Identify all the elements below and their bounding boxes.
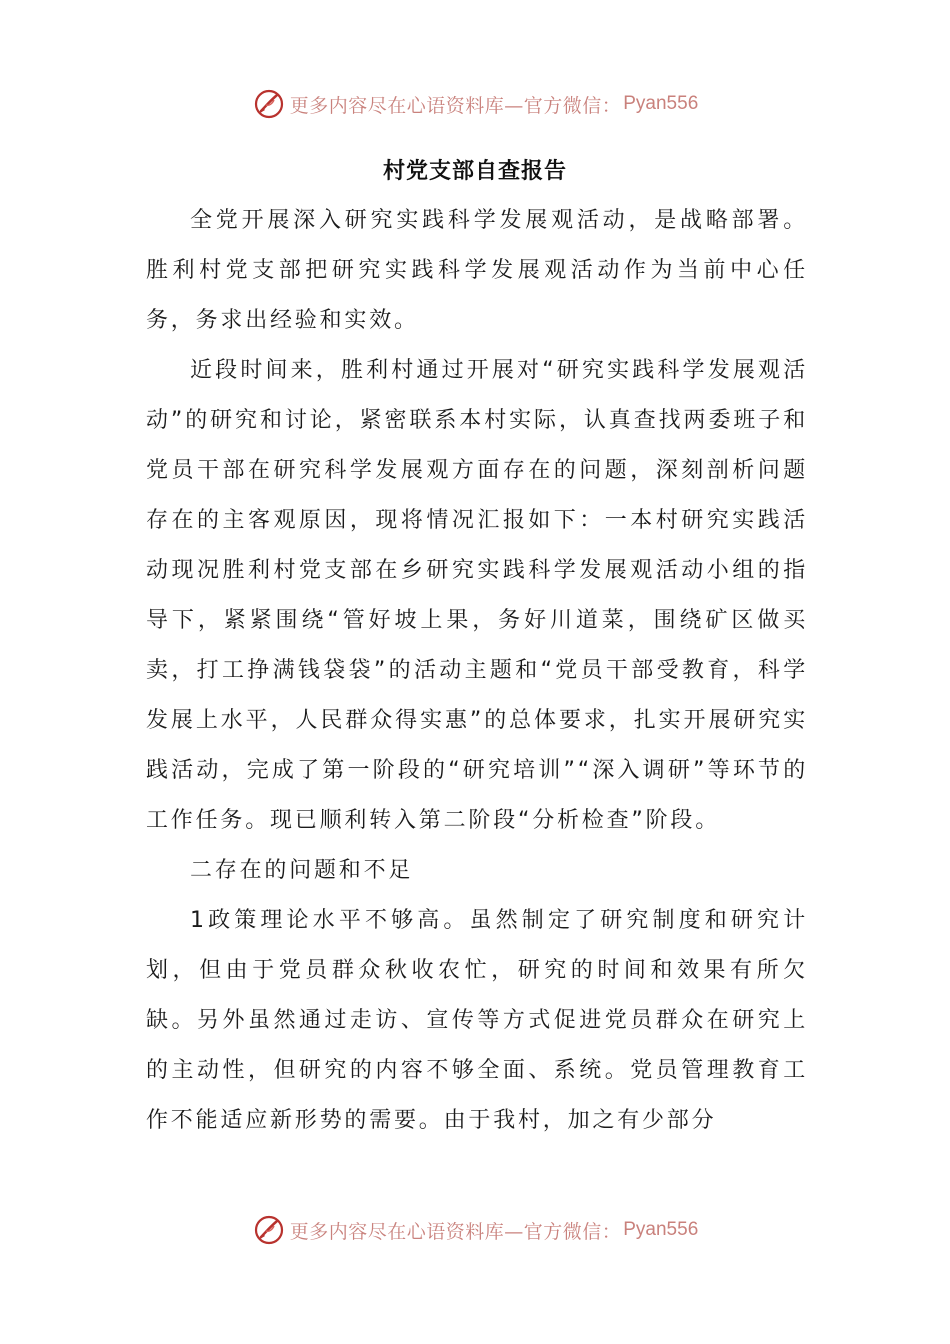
watermark-wechat-id: Pyan556 <box>623 1219 699 1240</box>
paragraph: 1政策理论水平不够高。虽然制定了研究制度和研究计划，但由于党员群众秋收农忙，研究的时间和效果有所欠缺。另外虽然通过走访、宣传等方式促进党员群众在研究上的主动性，但研究的内容不够全面、系统。党员管理教育工作不能适应新形势的需要。由于我村，加之有少部分 <box>146 908 808 1133</box>
header-watermark <box>0 86 950 122</box>
section-heading: 二存在的问题和不足 <box>190 858 414 883</box>
footer-watermark <box>0 1212 950 1248</box>
document-title: 村党支部自查报告 <box>382 158 567 184</box>
pen-circle-logo-icon <box>252 1213 286 1247</box>
document-body <box>146 196 808 1146</box>
paragraph: 近段时间来，胜利村通过开展对“研究实践科学发展观活动”的研究和讨论，紧密联系本村实际，认真查找两委班子和党员干部在研究科学发展观方面存在的问题，深刻剖析问题存在的主客观原因，现将情况汇报如下：一本村研究实践活动现况胜利村党支部在乡研究实践科学发展观活动小组的指导下，紧紧围绕“管好坡上果，务好川道菜，围绕矿区做买卖，打工挣满钱袋袋”的活动主题和“党员干部受教育，科学发展上水平，人民群众得实惠”的总体要求，扎实开展研究实践活动，完成了第一阶段的“研究培训”“深入调研”等环节的工作任务。现已顺利转入第二阶段“分析检查”阶段。 <box>146 358 808 833</box>
paragraph: 全党开展深入研究实践科学发展观活动，是战略部署。胜利村党支部把研究实践科学发展观活动作为当前中心任务，务求出经验和实效。 <box>146 208 808 333</box>
watermark-wechat-id: Pyan556 <box>623 93 699 114</box>
pen-circle-logo-icon <box>252 87 286 121</box>
watermark-text: 更多内容尽在心语资料库—官方微信： <box>289 1220 622 1243</box>
watermark-text: 更多内容尽在心语资料库—官方微信： <box>289 94 622 117</box>
